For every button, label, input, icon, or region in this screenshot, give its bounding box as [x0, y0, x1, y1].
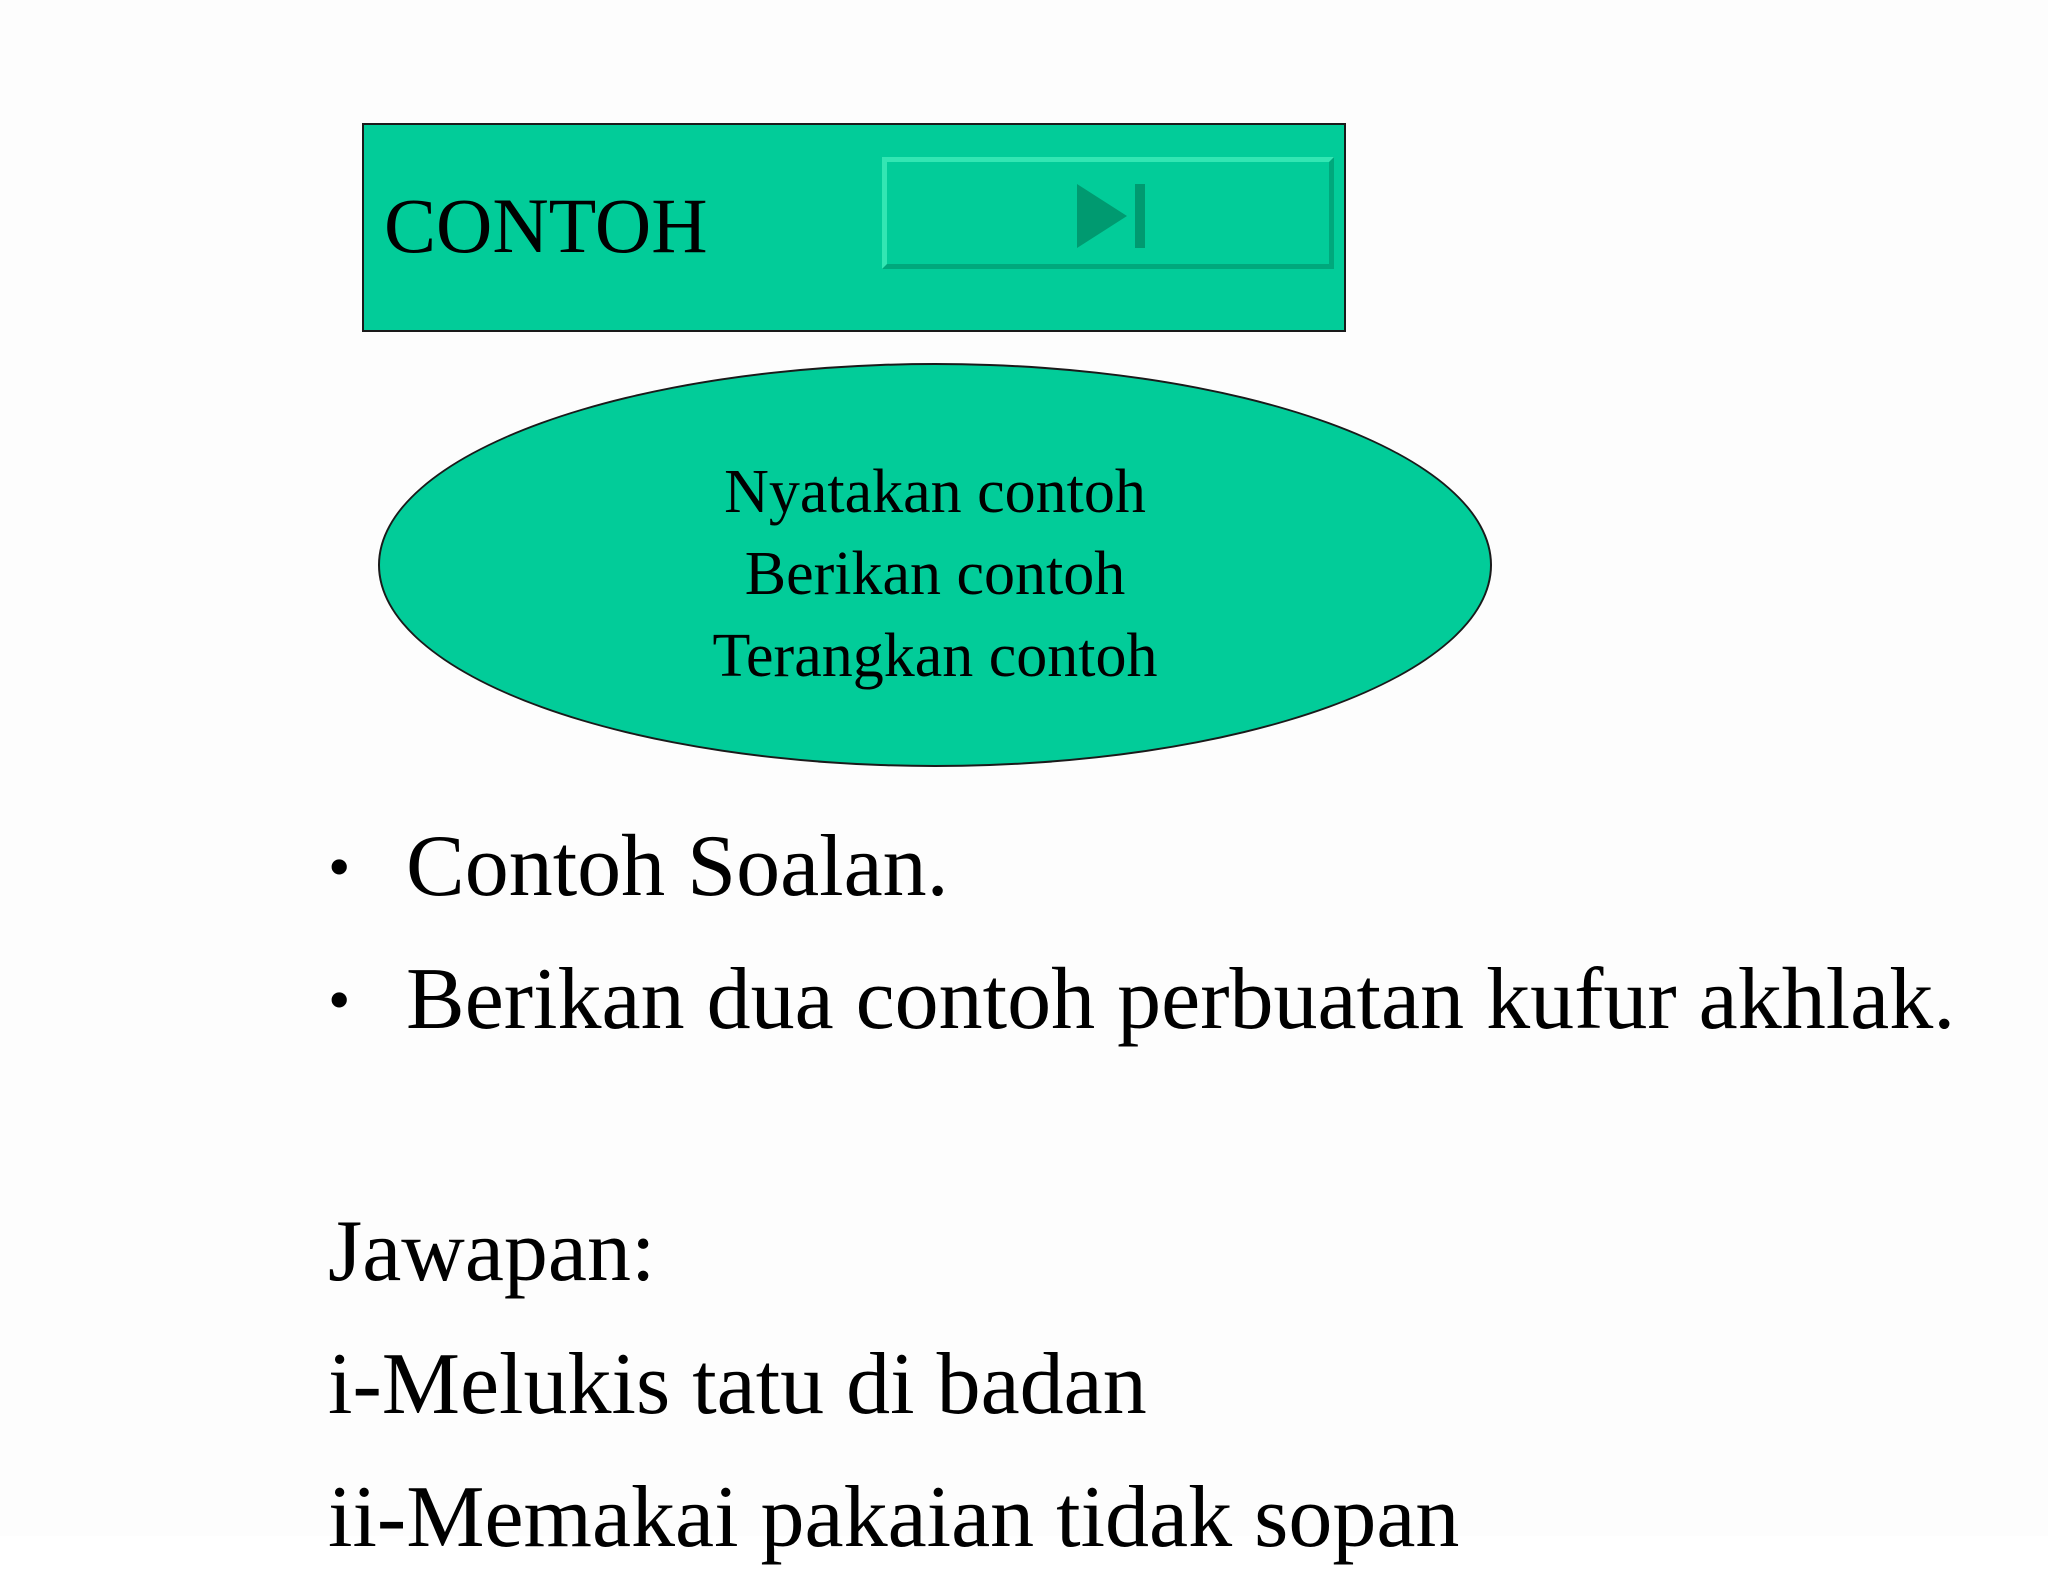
header-box — [362, 123, 1346, 332]
instruction-line: Berikan contoh — [744, 540, 1126, 608]
next-slide-button[interactable] — [882, 157, 1334, 269]
instruction-line: Terangkan contoh — [712, 622, 1158, 690]
bullet-dot: • — [328, 964, 351, 1035]
bullet-dot: • — [328, 831, 351, 902]
skip-forward-icon — [1071, 180, 1151, 252]
bullet-text: Berikan dua contoh perbuatan kufur akhlak. — [406, 951, 1956, 1048]
bullet-text: Contoh Soalan. — [406, 818, 949, 915]
header-title: CONTOH — [384, 182, 708, 269]
answer-heading: Jawapan: — [328, 1203, 656, 1300]
instruction-lines — [380, 451, 1490, 697]
bullet-list — [328, 800, 1955, 1066]
answer-block — [328, 1185, 1459, 1584]
bullet-item — [328, 800, 1955, 933]
instruction-ellipse — [378, 363, 1492, 767]
instruction-line: Nyatakan contoh — [724, 458, 1146, 526]
answer-line: i-Melukis tatu di badan — [328, 1336, 1147, 1433]
answer-line: ii-Memakai pakaian tidak sopan — [328, 1469, 1460, 1566]
bullet-item — [328, 933, 1955, 1066]
